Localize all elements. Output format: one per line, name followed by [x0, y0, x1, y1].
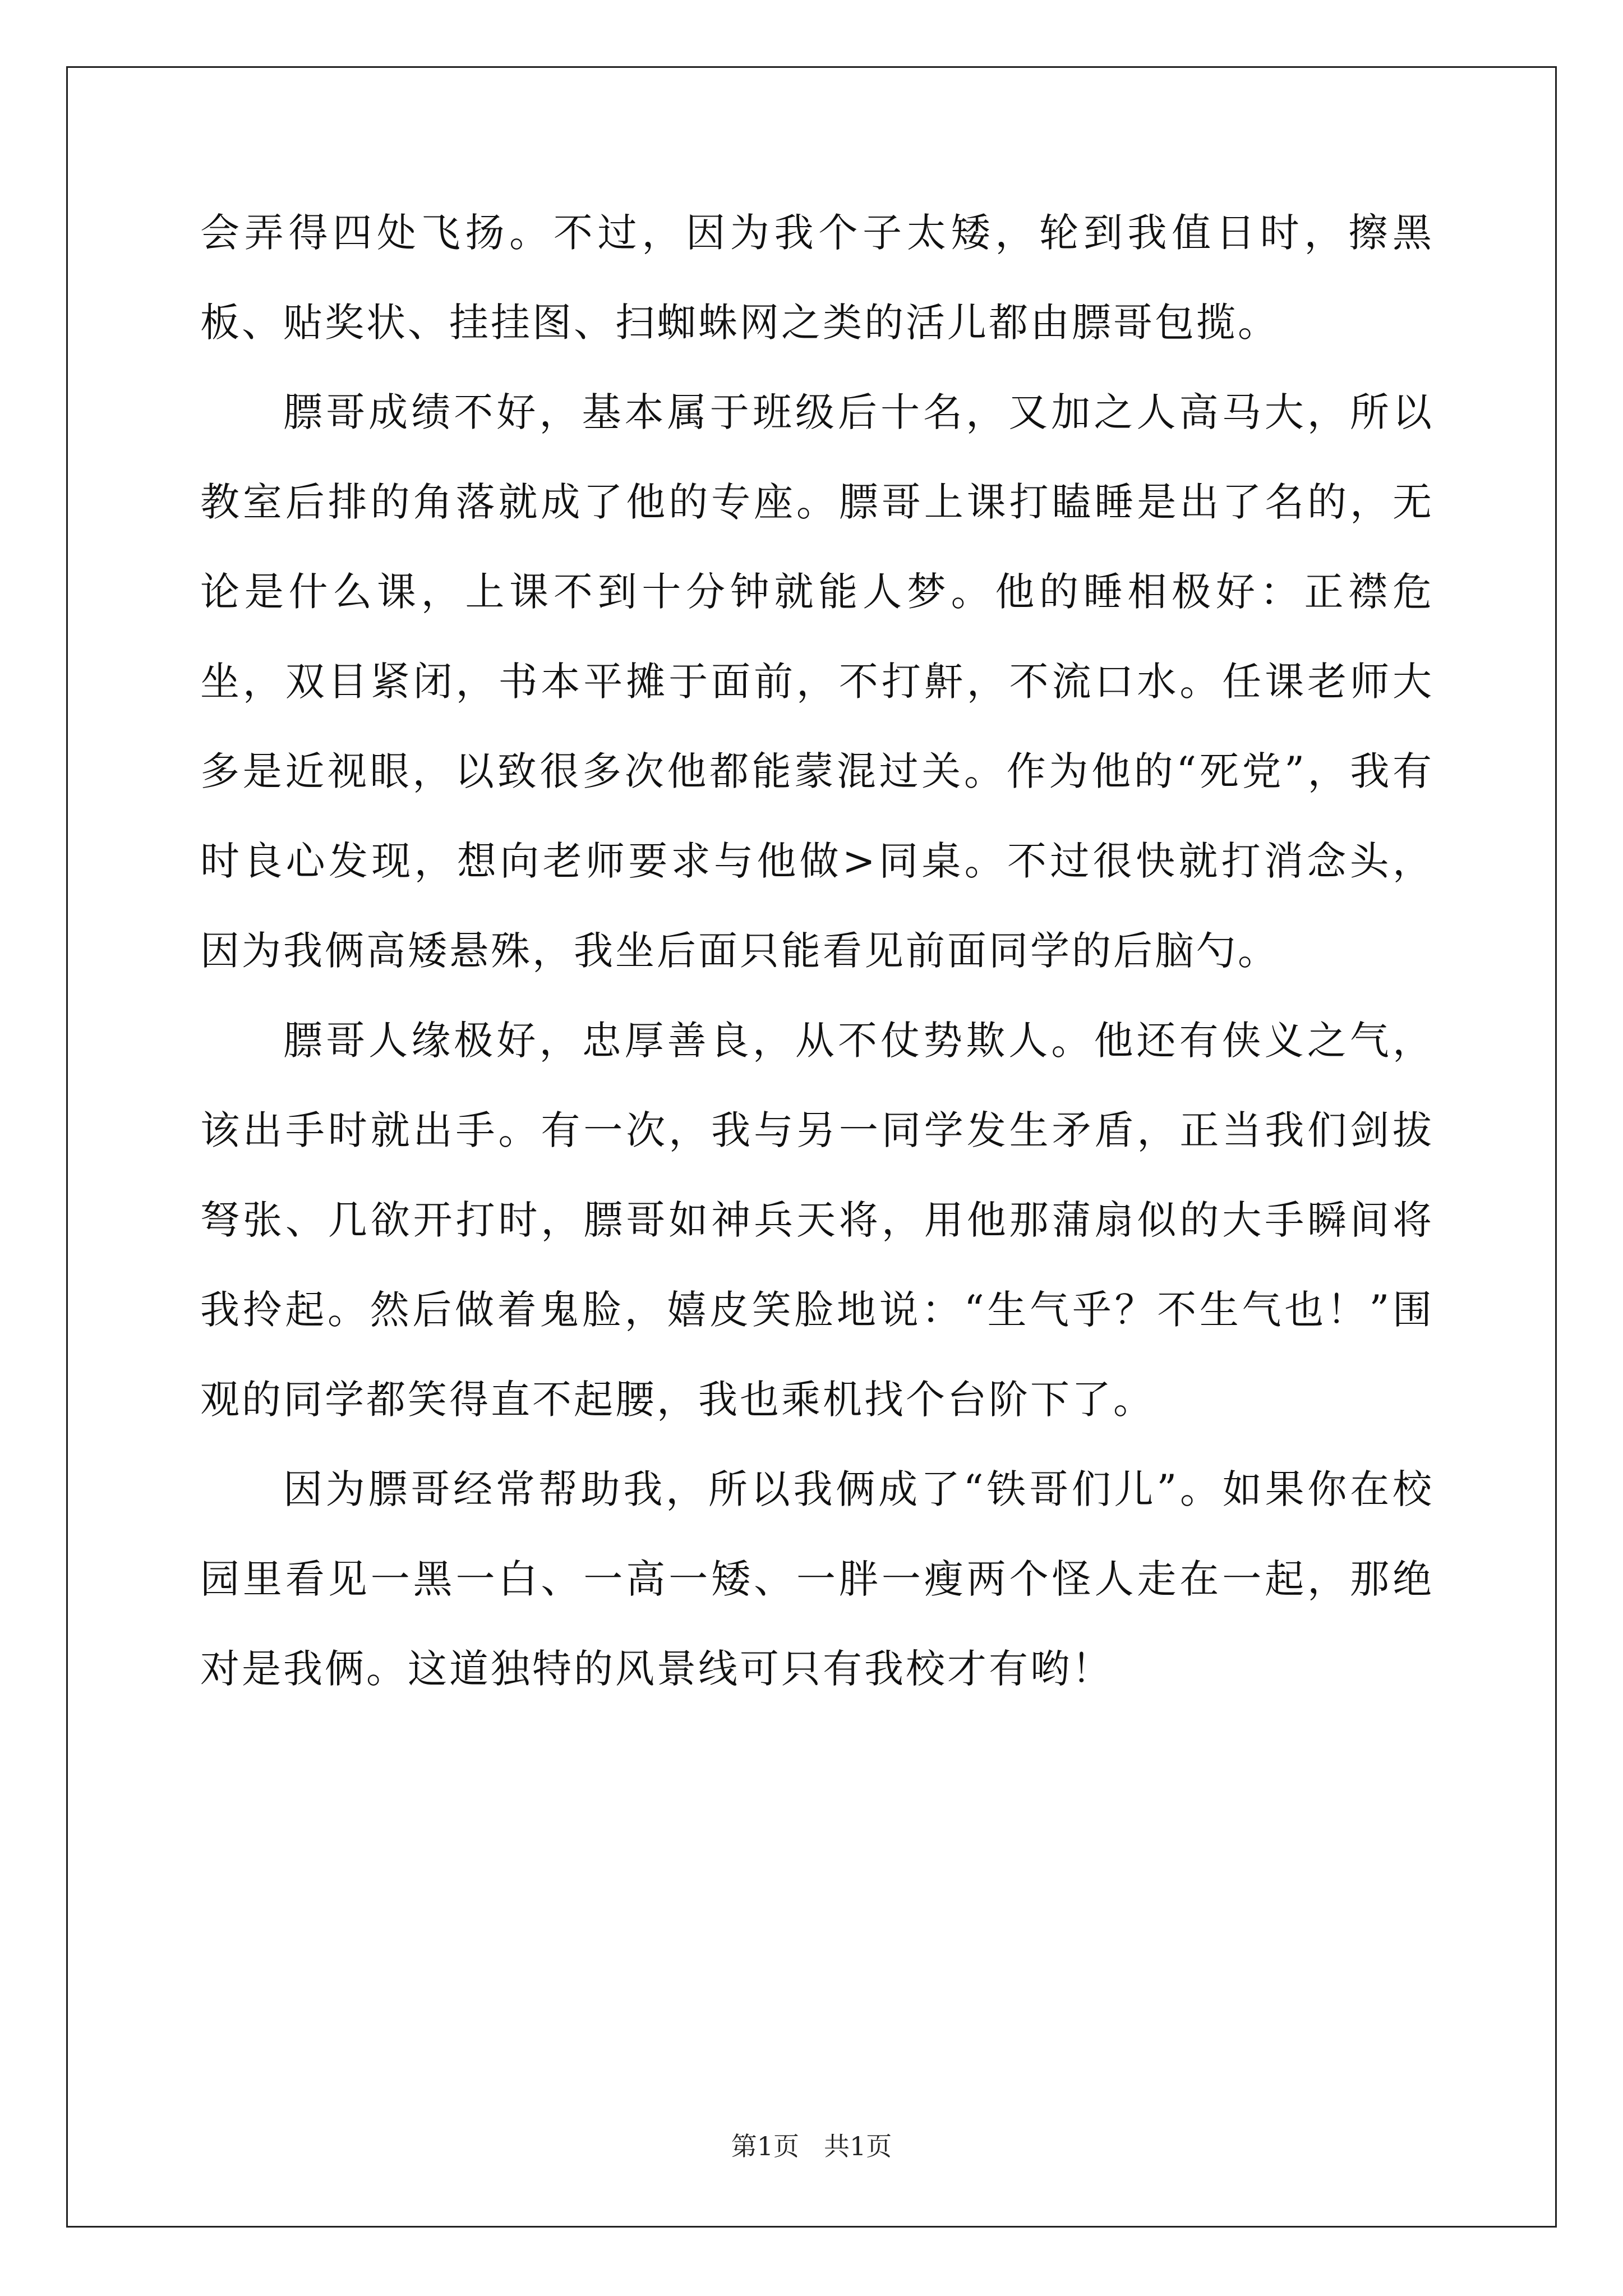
document-body	[200, 188, 1434, 1714]
paragraph-2: 膘哥成绩不好，基本属于班级后十名，又加之人高马大，所以教室后排的角落就成了他的专座。膘哥上课打瞌睡是出了名的，无论是什么课，上课不到十分钟就能人梦。他的睡相极好：正襟危坐，双目紧闭，书本平摊于面前，不打鼾，不流口水。任课老师大多是近视眼，以致很多次他都能蒙混过关。作为他的“死党”，我有时良心发现，想向老师要求与他做>同桌。不过很快就打消念头，因为我俩高矮悬殊，我坐后面只能看见前面同学的后脑勺。	[200, 389, 1434, 974]
page-number: 第1页	[731, 2131, 799, 2161]
paragraph-1: 会弄得四处飞扬。不过，因为我个子太矮，轮到我值日时，擦黑板、贴奖状、挂挂图、扫蜘蛛网之类的活儿都由膘哥包揽。	[200, 210, 1434, 346]
paragraph-4: 因为膘哥经常帮助我，所以我俩成了“铁哥们儿”。如果你在校园里看见一黑一白、一高一矮、一胖一瘦两个怪人走在一起，那绝对是我俩。这道独特的风景线可只有我校才有哟！	[200, 1466, 1434, 1692]
page-footer	[0, 2126, 1623, 2163]
page-total: 共1页	[824, 2131, 892, 2161]
paragraph-3: 膘哥人缘极好，忠厚善良，从不仗势欺人。他还有侠义之气，该出手时就出手。有一次，我与另一同学发生矛盾，正当我们剑拔弩张、几欲开打时，膘哥如神兵天将，用他那蒲扇似的大手瞬间将我拎起。然后做着鬼脸，嬉皮笑脸地说：“生气乎？不生气也！”围观的同学都笑得直不起腰，我也乘机找个台阶下了。	[200, 1018, 1434, 1423]
